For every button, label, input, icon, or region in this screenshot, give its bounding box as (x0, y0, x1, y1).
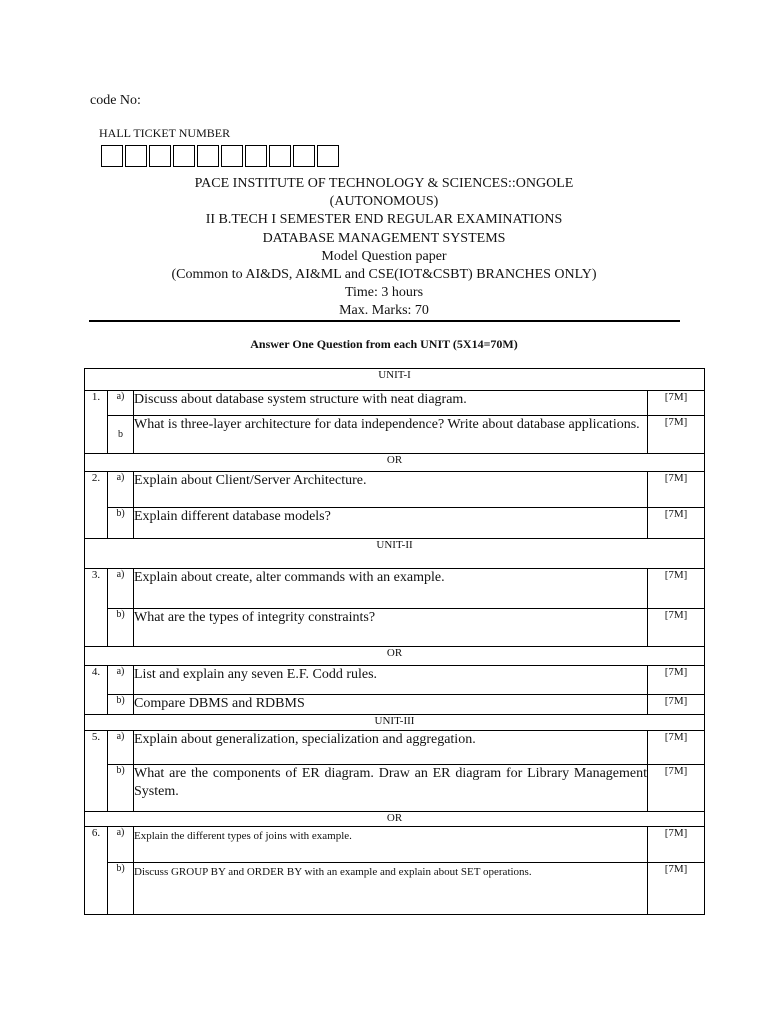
question-row (85, 508, 705, 539)
hall-ticket-box (149, 145, 171, 167)
question-table (84, 368, 705, 915)
exam-header (0, 175, 768, 321)
question-row (85, 827, 705, 863)
question-text: List and explain any seven E.F. Codd rules. (134, 666, 648, 695)
part-label: b) (108, 609, 134, 647)
part-label: b (108, 416, 134, 454)
question-text: Discuss GROUP BY and ORDER BY with an example and explain about SET operations. (134, 863, 648, 915)
question-number: 3. (85, 569, 108, 647)
exam-title: II B.TECH I SEMESTER END REGULAR EXAMINATIONS (205, 212, 563, 228)
part-label: a) (108, 391, 134, 416)
marks-label: [7M] (648, 666, 705, 695)
instruction: Answer One Question from each UNIT (5X14=70M) (250, 337, 518, 351)
question-text: What are the types of integrity constraints? (134, 609, 648, 647)
header-divider (89, 320, 680, 322)
marks-label: [7M] (648, 508, 705, 539)
max-marks: Max. Marks: 70 (339, 303, 429, 319)
unit-header-row (85, 539, 705, 569)
question-text: Explain the different types of joins with example. (134, 827, 648, 863)
marks-label: [7M] (648, 827, 705, 863)
question-row (85, 863, 705, 915)
part-label: b) (108, 508, 134, 539)
marks-label: [7M] (648, 731, 705, 765)
question-row (85, 609, 705, 647)
part-label: b) (108, 863, 134, 915)
subject-title: DATABASE MANAGEMENT SYSTEMS (262, 230, 506, 246)
question-text: What are the components of ER diagram. Draw an ER diagram for Library Management System. (134, 765, 648, 812)
marks-label: [7M] (648, 391, 705, 416)
unit-header-row (85, 369, 705, 391)
hall-ticket-boxes (101, 145, 341, 167)
hall-ticket-box (173, 145, 195, 167)
part-label: a) (108, 827, 134, 863)
question-row (85, 731, 705, 765)
question-number: 5. (85, 731, 108, 812)
part-label: b) (108, 695, 134, 715)
code-number-label: code No: (90, 93, 141, 108)
question-number: 4. (85, 666, 108, 715)
question-row (85, 472, 705, 508)
paper-type: Model Question paper (321, 248, 447, 264)
question-text: Compare DBMS and RDBMS (134, 695, 648, 715)
question-number: 6. (85, 827, 108, 915)
unit-heading: UNIT-I (85, 369, 705, 391)
marks-label: [7M] (648, 609, 705, 647)
marks-label: [7M] (648, 569, 705, 609)
question-text: What is three-layer architecture for data independence? Write about database applications. (134, 416, 648, 454)
question-row (85, 666, 705, 695)
or-separator: OR (85, 647, 705, 666)
hall-ticket-box (293, 145, 315, 167)
marks-label: [7M] (648, 765, 705, 812)
question-text: Explain about generalization, specialization and aggregation. (134, 731, 648, 765)
institute-name: PACE INSTITUTE OF TECHNOLOGY & SCIENCES::ONGOLE (194, 176, 574, 191)
question-text: Explain about create, alter commands with an example. (134, 569, 648, 609)
hall-ticket-box (101, 145, 123, 167)
or-row (85, 454, 705, 472)
autonomous-label: (AUTONOMOUS) (329, 194, 439, 210)
question-row (85, 695, 705, 715)
part-label: a) (108, 569, 134, 609)
question-text: Explain about Client/Server Architecture. (134, 472, 648, 508)
question-row (85, 391, 705, 416)
hall-ticket-box (125, 145, 147, 167)
question-row (85, 416, 705, 454)
hall-ticket-box (269, 145, 291, 167)
hall-ticket-box (245, 145, 267, 167)
or-row (85, 647, 705, 666)
question-text: Discuss about database system structure with neat diagram. (134, 391, 648, 416)
exam-time: Time: 3 hours (344, 285, 424, 301)
unit-header-row (85, 715, 705, 731)
branches-note: (Common to AI&DS, AI&ML and CSE(IOT&CSBT) BRANCHES ONLY) (171, 267, 597, 283)
part-label: b) (108, 765, 134, 812)
hall-ticket-box (221, 145, 243, 167)
part-label: a) (108, 666, 134, 695)
question-text: Explain different database models? (134, 508, 648, 539)
unit-heading: UNIT-II (85, 539, 705, 569)
hall-ticket-box (317, 145, 339, 167)
hall-ticket-box (197, 145, 219, 167)
or-row (85, 812, 705, 827)
marks-label: [7M] (648, 863, 705, 915)
marks-label: [7M] (648, 695, 705, 715)
question-row (85, 765, 705, 812)
or-separator: OR (85, 454, 705, 472)
marks-label: [7M] (648, 472, 705, 508)
question-row (85, 569, 705, 609)
part-label: a) (108, 472, 134, 508)
or-separator: OR (85, 812, 705, 827)
unit-heading: UNIT-III (85, 715, 705, 731)
part-label: a) (108, 731, 134, 765)
question-number: 1. (85, 391, 108, 454)
marks-label: [7M] (648, 416, 705, 454)
hall-ticket-label: HALL TICKET NUMBER (99, 126, 231, 140)
question-number: 2. (85, 472, 108, 539)
